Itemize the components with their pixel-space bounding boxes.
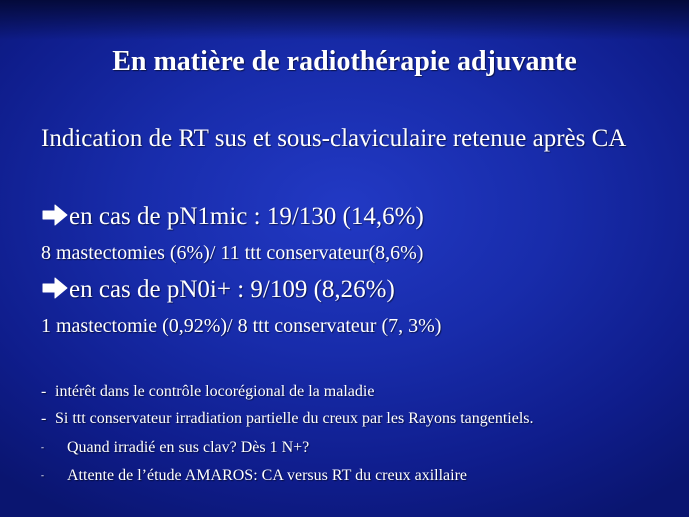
bullet-marker: - bbox=[41, 470, 44, 480]
bullet-text: Attente de l’étude AMAROS: CA versus RT du creux axillaire bbox=[67, 467, 468, 484]
bullet-text: Si ttt conservateur irradiation partielle du creux par les Rayons tangentiels. bbox=[55, 410, 534, 427]
case-pn0i-text: en cas de pN0i+ : 9/109 (8,26%) bbox=[69, 276, 395, 303]
case-pn0i-detail: 1 mastectomie (0,92%)/ 8 ttt conservateur (7, 3%) bbox=[41, 315, 442, 337]
case-pn0i bbox=[42, 276, 395, 304]
bullet-text: Quand irradié en sus clav? Dès 1 N+? bbox=[67, 439, 310, 456]
bullet-item bbox=[41, 467, 467, 485]
case-pn1mic-text: en cas de pN1mic : 19/130 (14,6%) bbox=[69, 203, 424, 230]
bullet-marker: - bbox=[41, 442, 44, 452]
bullet-marker: - bbox=[41, 410, 47, 427]
arrow-right-icon bbox=[42, 277, 68, 299]
bullet-text: intérêt dans le contrôle locorégional de la maladie bbox=[55, 383, 375, 400]
bullet-item bbox=[41, 410, 534, 428]
slide-title: En matière de radiothérapie adjuvante bbox=[112, 46, 577, 77]
bullet-marker: - bbox=[41, 383, 47, 400]
bullet-item bbox=[41, 439, 309, 457]
intro-line: Indication de RT sus et sous-claviculaire retenue après CA bbox=[41, 125, 627, 152]
arrow-right-icon bbox=[42, 204, 68, 226]
case-pn1mic bbox=[42, 203, 424, 231]
bullet-item bbox=[41, 383, 374, 401]
case-pn1mic-detail: 8 mastectomies (6%)/ 11 ttt conservateur(8,6%) bbox=[41, 242, 424, 264]
